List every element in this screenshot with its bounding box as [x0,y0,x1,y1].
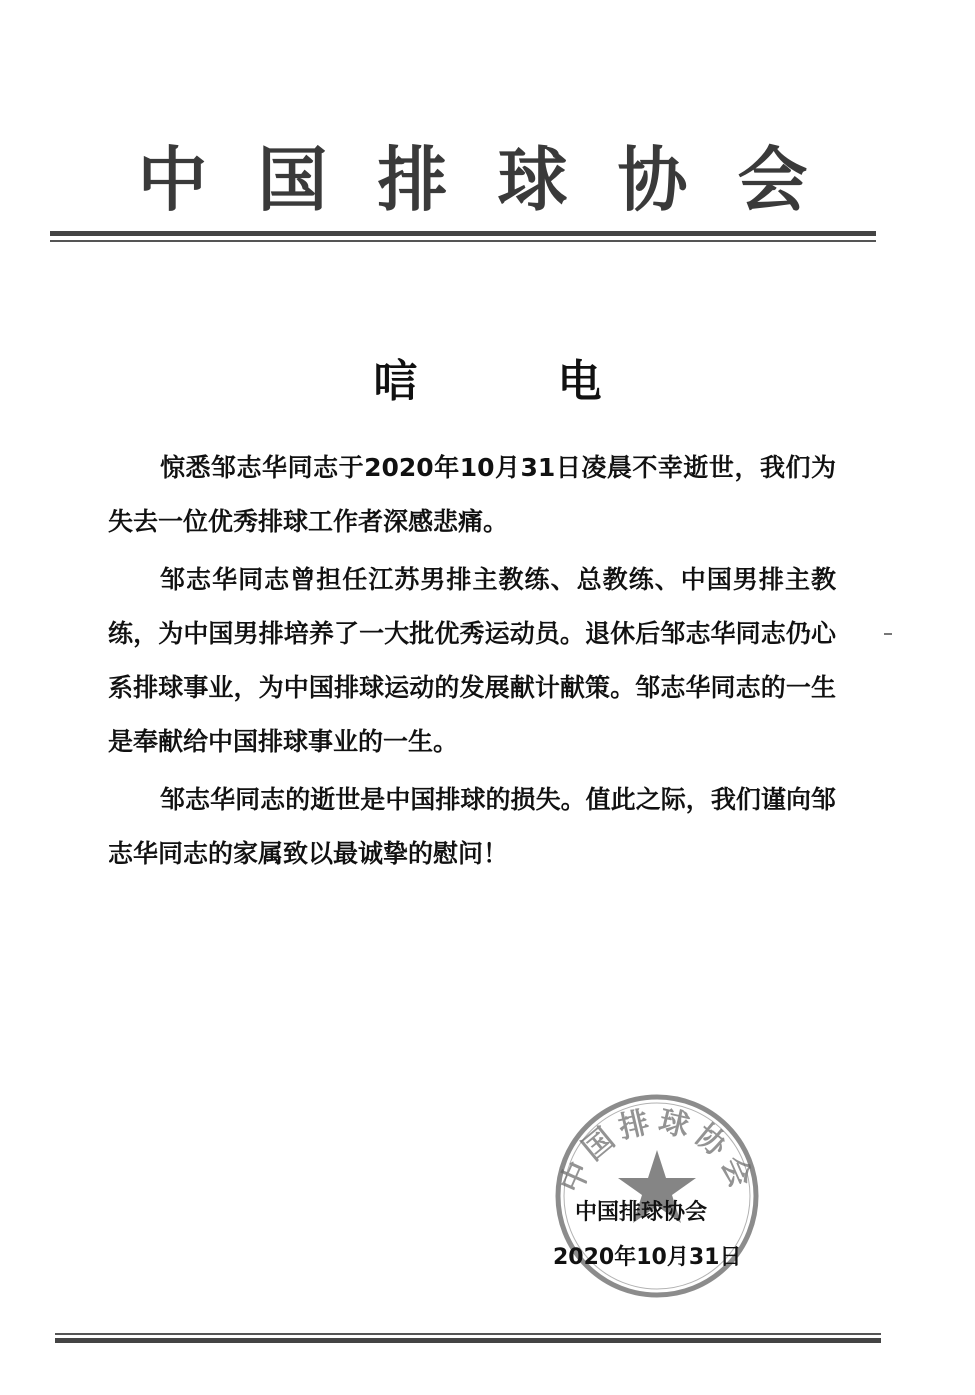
signature-date: 2020年10月31日 [553,1245,742,1270]
footer-rule-thin [55,1333,881,1335]
footer-rule-thick [55,1338,881,1343]
paragraph-1: 惊悉邹志华同志于2020年10月31日凌晨不幸逝世，我们为失去一位优秀排球工作者深感悲痛。 [108,453,836,536]
scan-speck [884,633,892,635]
letterhead-rule-thick [50,231,876,236]
letterhead-title: 中国排球协会 [137,138,858,221]
letterhead-rule-thin [50,240,876,242]
document-title: 唁 电 [373,356,650,407]
paragraph-2: 邹志华同志曾担任江苏男排主教练、总教练、中国男排主教练，为中国男排培养了一大批优秀运动员。退休后邹志华同志仍心系排球事业，为中国排球运动的发展献计献策。邹志华同志的一生是奉献给中国排球事业的一生。 [108,565,836,756]
signature-organization: 中国排球协会 [575,1200,708,1225]
seal-text: 中国排球协会 [553,1103,761,1199]
document-body [108,441,836,881]
paragraph-3: 邹志华同志的逝世是中国排球的损失。值此之际，我们谨向邹志华同志的家属致以最诚挚的慰问！ [108,785,836,868]
